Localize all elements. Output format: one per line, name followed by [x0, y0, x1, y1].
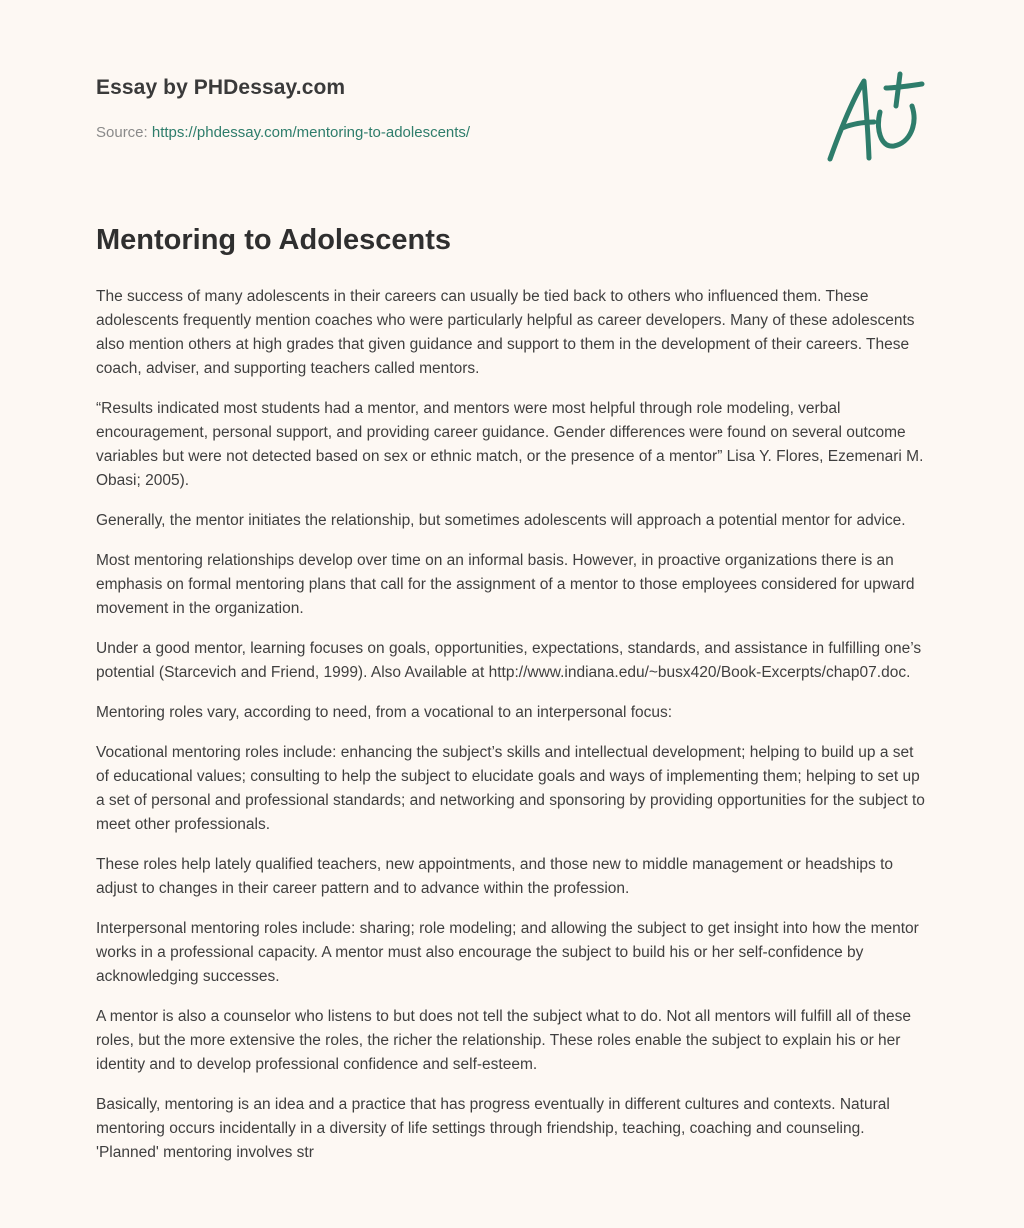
essay-paragraph: Basically, mentoring is an idea and a practice that has progress eventually in different cultures and contexts. Natural mentoring occurs incidentally in a diversity of life settings through friendship, teaching, coaching and counseling. 'Planned' mentoring involves str: [96, 1096, 890, 1161]
source-label: Source:: [96, 124, 152, 141]
source-line: [96, 124, 470, 141]
essay-paragraph: The success of many adolescents in their careers can usually be tied back to others who influenced them. These adolescents frequently mention coaches who were particularly helpful as career developers. Many of these adolescents also mention others at high grades that given guidance and support to them in the development of their careers. These coach, adviser, and supporting teachers called mentors.: [96, 288, 915, 377]
site-name: Essay by PHDessay.com: [96, 76, 346, 99]
essay-title: Mentoring to Adolescents: [96, 224, 451, 256]
essay-paragraph: A mentor is also a counselor who listens to but does not tell the subject what to do. Not all mentors will fulfill all of these roles, but the more extensive the roles, the richer the relationship. These roles enable the subject to explain his or her identity and to develop professional confidence and self-esteem.: [96, 1008, 912, 1073]
essay-paragraph: Mentoring roles vary, according to need, from a vocational to an interpersonal focus:: [96, 704, 673, 721]
a-plus-logo-icon: [822, 66, 930, 166]
essay-paragraph: Most mentoring relationships develop over time on an informal basis. However, in proactive organizations there is an emphasis on formal mentoring plans that call for the assignment of a mentor to those employees considered for upward movement in the organization.: [96, 552, 915, 617]
essay-paragraph: These roles help lately qualified teachers, new appointments, and those new to middle management or headships to adjust to changes in their career pattern and to advance within the profession.: [96, 856, 894, 897]
essay-paragraph: Vocational mentoring roles include: enhancing the subject’s skills and intellectual development; helping to build up a set of educational values; consulting to help the subject to elucidate goals and ways of implementing them; helping to set up a set of personal and professional standards; and networking and sponsoring by providing opportunities for the subject to meet other professionals.: [96, 744, 925, 833]
essay-paragraph: Under a good mentor, learning focuses on goals, opportunities, expectations, standards, and assistance in fulfilling one’s potential (Starcevich and Friend, 1999). Also Available at http://www.indiana.edu/~busx420/Book-Excerpts/chap07.doc.: [96, 640, 922, 681]
essay-paragraph: “Results indicated most students had a mentor, and mentors were most helpful through role modeling, verbal encouragement, personal support, and providing career guidance. Gender differences were found on several outcome variables but were not detected based on sex or ethnic match, or the presence of a mentor” Lisa Y. Flores, Ezemenari M. Obasi; 2005).: [96, 400, 924, 489]
source-link[interactable]: https://phdessay.com/mentoring-to-adolescents/: [151, 124, 471, 141]
essay-paragraph: Interpersonal mentoring roles include: sharing; role modeling; and allowing the subject to get insight into how the mentor works in a professional capacity. A mentor must also encourage the subject to build his or her self-confidence by acknowledging successes.: [96, 920, 919, 985]
essay-paragraph: Generally, the mentor initiates the relationship, but sometimes adolescents will approach a potential mentor for advice.: [96, 512, 906, 529]
essay-body: [96, 285, 930, 1181]
a-plus-logo: [822, 66, 930, 166]
